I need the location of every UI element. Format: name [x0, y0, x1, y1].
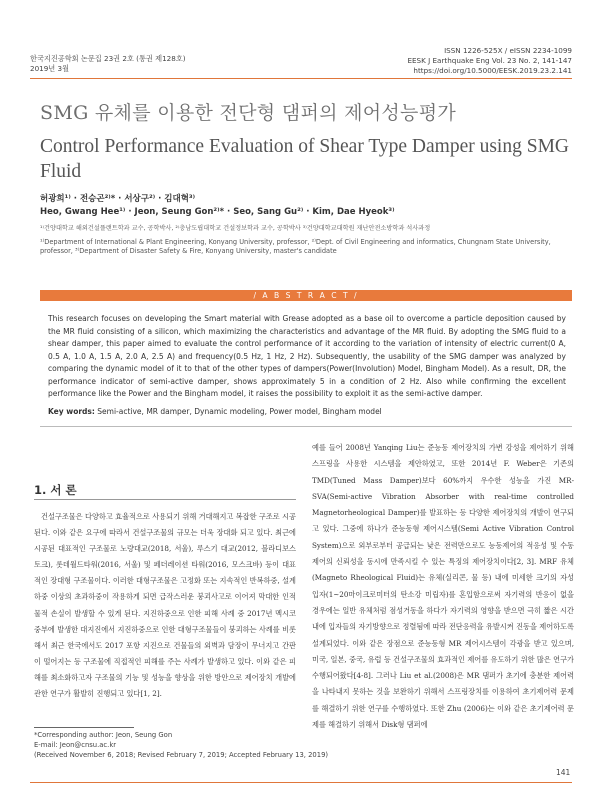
page-number: 141: [556, 768, 571, 777]
keywords-label: Key words:: [48, 407, 95, 416]
footnote-divider: [34, 727, 134, 728]
affiliations-korean: ¹⁾건양대학교 해외건설플랜트학과 교수, 공학박사, ²⁾충남도립대학교 건설정보학과 교수, 공학박사 ³⁾건양대학교대학원 재난안전소방학과 석사과정: [40, 225, 431, 232]
journal-name-en: EESK J Earthquake Eng Vol. 23 No. 2, 141-147: [407, 56, 572, 65]
section-heading-introduction: 1. 서 론: [34, 483, 77, 497]
issue-date-ko: 2019년 3월: [30, 64, 70, 73]
body-column-right: 예를 들어 2008년 Yanqing Liu는 준능동 제어장치의 가변 강성을 제어하기 위해 스프링을 사용한 시스템을 제안하였고, 또한 2014년 F. Weber은 기존의 TMD(Tuned Mass Damper)보다 60%까지 우수한 성능을 가진 MR-SVA(Semi-active Vibration Absorber with real-time controlled Magnetorheological Damper)를 발표하는 등 다양한 제어장치의 개발이 연구되고 있다. 그중에 하나가 준능동형 제어시스템(Semi Active Vibration Control System)으로 외부로부터 공급되는 낮은 전력만으로도 능동제어의 적응성 및 수동제어의 신뢰성을 동시에 만족시킬 수 있는 특징의 제어장치이다[2, 3]. MRF 유체(Magneto Rheological Fluid)는 유체(실리콘, 물 등) 내에 미세한 크기의 자성 입자(1~20마이크로미터의 탄소강 미립자)를 혼입함으로써 자기력의 반응이 없을 경우에는 일반 유체처럼 점성거동을 하다가 자기력의 영향을 받으면 극히 짧은 시간 내에 입자들의 자기방향으로 정렬됨에 따라 전단응력을 유발시켜 진동을 제어하도록 설계되었다. 이와 같은 장점으로 준능동형 MR 제어시스템이 각광을 받고 있으며, 미국, 일본, 중국, 유럽 등 건설구조물의 효과적인 제어를 유도하기 위한 많은 연구가 수행되어왔다[4-8]. 그러나 Liu et al.(2008)은 MR 댐퍼가 초기에 충분한 제어력을 나타내지 못하는 것을 보완하기 위해서 스프링장치를 이용하여 초기제어력 문제를 해결하기 위한 연구를 수행하였다. 또한 Zhu (2006)는 이와 같은 초기제어력 문제를 해결하기 위해서 Disk형 댐퍼에: [312, 443, 574, 730]
footnote: [34, 730, 328, 760]
corresponding-author: *Corresponding author: Jeon, Seung Gon: [34, 731, 173, 739]
keywords: [48, 407, 566, 416]
abstract-heading: / A B S T R A C T /: [253, 291, 359, 300]
abstract-text: This research focuses on developing the Smart material with Grease adopted as a base oil to overcome a particle deposition caused by the MR fluid consisting of a silicon, which maximizing the characteristics and advantage of the MR fluid. By adopting the SMG fluid to a shear damper, this paper aimed to evaluate the control performance of it according to the variation of intensity of electric current(0 A, 0.5 A, 1.0 A, 1.5 A, 2.0 A, 2.5 A) and frequency(0.5 Hz, 1 Hz, 2 Hz). Subsequently, the usability of the SMG damper was analyzed by comparing the dynamic model of it to that of the other types of dampers(Power(Involution) Model, Bingham Model). As a result, DR, the performance indicator of semi-active damper, shows approximately 5 in a condition of 2 Hz. Also while confirming the excellent performance like the Power and the Bingham model, it raises the possibility to exploit it as the semi-active damper.: [48, 314, 566, 398]
title-korean: SMG 유체를 이용한 전단형 댐퍼의 제어성능평가: [40, 102, 457, 124]
footer-divider: [30, 782, 572, 783]
issn: ISSN 1226-525X / eISSN 2234-1099: [444, 46, 572, 55]
title-english: Control Performance Evaluation of Shear Type Damper using SMG Fluid: [40, 136, 569, 182]
header-divider: [30, 78, 572, 79]
doi-link[interactable]: https://doi.org/10.5000/EESK.2019.23.2.141: [413, 66, 572, 75]
abstract-divider: [40, 426, 572, 427]
author-email[interactable]: E-mail: Jeon@cnsu.ac.kr: [34, 741, 117, 749]
journal-header-left: [30, 54, 186, 74]
affiliations-english: ¹⁾Department of International & Plant Engineering, Konyang University, professor, ²⁾Dept. of Civil Engineering and informatics, Chungnam State University, professor, ³⁾Department of Disaster Safety & Fire, Konyang University, master's candidate: [40, 238, 551, 255]
authors-english: Heo, Gwang Hee¹⁾ · Jeon, Seung Gon²⁾* · Seo, Sang Gu²⁾ · Kim, Dae Hyeok³⁾: [40, 207, 395, 217]
authors-korean: 허광희¹⁾ · 전승곤²⁾* · 서상구²⁾ · 김대혁³⁾: [40, 194, 196, 204]
journal-header-right: [407, 46, 572, 76]
journal-name-ko: 한국지진공학회 논문집 23권 2호 (통권 제128호): [30, 54, 186, 63]
section-divider: [34, 499, 296, 500]
keywords-list: Semi-active, MR damper, Dynamic modeling, Power model, Bingham model: [97, 407, 382, 416]
body-column-left: 건설구조물은 다양하고 효율적으로 사용되기 위해 거대해지고 복잡한 구조로 시공된다. 이와 같은 요구에 따라서 건설구조물의 규모는 더욱 장대화 되고 있다. 최근에 시공된 대표적인 구조물로 노량대교(2018, 서울), 루스기 대교(2012, 블라디보스토크), 롯데월드타워(2016, 서울) 및 페더레이션 타워(2016, 모스크바) 등이 대표적인 장대형 구조물이다. 이러한 대형구조물은 고정화 또는 지속적인 반복하중, 설계하중 이상의 초과하중이 작용하게 되면 급작스러운 붕괴사고로 이어져 막대한 인적 물적 손실이 발생할 수 있게 된다. 지진하중으로 인한 피해 사례 중 2017년 멕시코 중부에 발생한 대지진에서 지진하중으로 인한 대형구조물들이 붕괴하는 사례를 비롯해서 최근 한국에서도 2017 포항 지진으로 건물들의 외벽과 담장이 무너지고 간판이 떨어지는 등 구조물에 직접적인 피해를 주는 사례가 발생하고 있다. 이와 같은 피해를 최소화하고자 구조물의 기능 및 성능을 향상을 위한 방안으로 제어장치 개발에 관한 연구가 활발히 진행되고 있다[1, 2].: [34, 512, 296, 699]
received-dates: (Received November 6, 2018; Revised February 7, 2019; Accepted February 13, 2019): [34, 751, 329, 759]
